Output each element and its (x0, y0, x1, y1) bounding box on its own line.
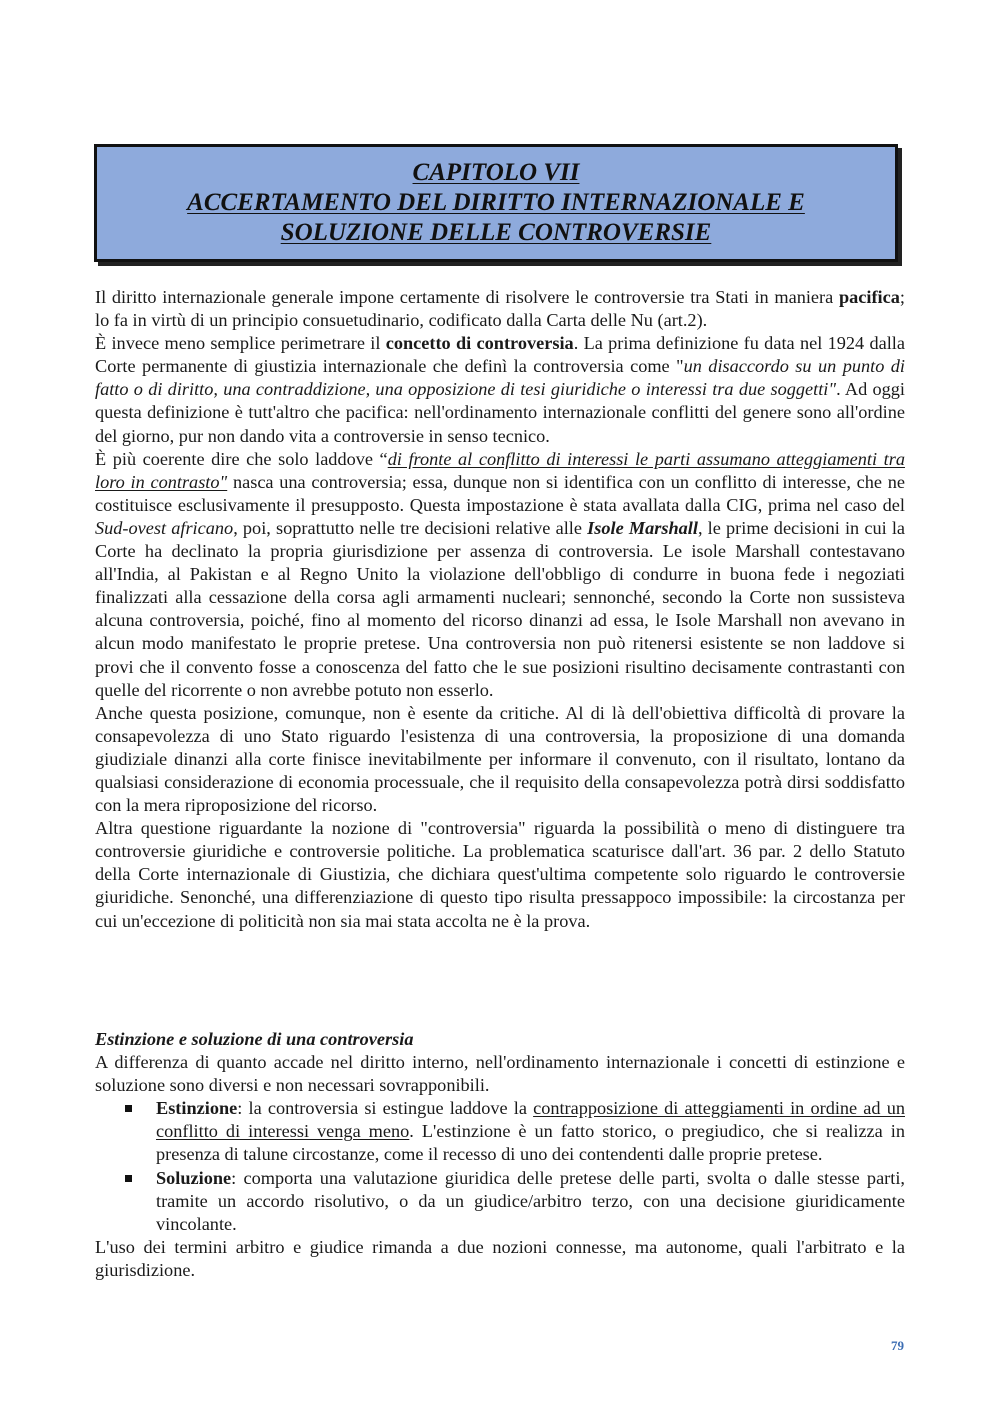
underlined-text: contrapposizione di atteggiamenti in ordine ad un conflitto di interessi venga meno (156, 1098, 905, 1142)
italic-case-name: Sud-ovest africano (95, 517, 234, 538)
paragraph-3 (95, 448, 905, 702)
section-intro: A differenza di quanto accade nel diritto interno, nell'ordinamento internazionale i concetti di estinzione e soluzione sono diversi e non necessari sovrapponibili. (95, 1052, 905, 1096)
bullet-term: Estinzione (156, 1098, 238, 1119)
main-text (95, 286, 905, 933)
text-span: È più coerente dire che solo laddove “ (95, 448, 388, 469)
bold-term-concetto: concetto di controversia (385, 333, 574, 354)
bullet-item-estinzione (156, 1097, 905, 1166)
chapter-title-line-1: ACCERTAMENTO DEL DIRITTO INTERNAZIONALE E (187, 189, 805, 216)
paragraph-4: Anche questa posizione, comunque, non è esente da critiche. Al di là dell'obiettiva difficoltà di provare la consapevolezza di uno Stato riguardo l'esistenza di una controversia, la proposizione di una domanda giudiziale dinanzi alla corte finisce inevitabilmente per informare il convenuto, con il risultato, lontano da qualsiasi considerazione di economia processuale, che il requisito della consapevolezza potrà dirsi soddisfatto con la mera riproposizione del ricorso. (95, 702, 905, 816)
text-span: nasca una controversia; essa, dunque non si identifica con un conflitto di interesse, che ne costituisce esclusivamente il presupposto. Questa impostazione è stata avallata dalla CIG, prima nel caso del (95, 471, 905, 515)
bold-italic-isole-marshall: Isole Marshall (587, 517, 698, 538)
italic-quote-definition: un disaccordo su un punto di fatto o di diritto, una contraddizione, una opposizione di tesi giuridiche o interessi tra due soggetti" (95, 356, 906, 400)
bullet-item-soluzione (156, 1167, 905, 1236)
section-title: Estinzione e soluzione di una controversia (95, 1029, 414, 1049)
text-span: , le prime decisioni in cui la Corte ha declinato la propria giurisdizione per assenza di controversia. Le isole Marshall contestavano all'India, al Pakistan e al Regno Unito la violazione dell'obbligo di condurre in buona fede i negoziati finalizzati alla cessazione della corsa agli armamenti nucleari; sennonché, secondo la Corte non sussisteva alcuna controversia, poiché, fino al momento del ricorso dinanzi ad essa, le Isole Marshall non avevano in alcun modo manifestato le proprie pretese. Una controversia non può ritenersi esistente se non laddove si provi che il convento fosse a conoscenza del fatto che le sue posizioni risultino decisamente contrastanti con quelle del ricorrente o non avrebbe potuto non esserlo. (95, 517, 906, 700)
underlined-quote: di fronte al conflitto di interessi le parti assumano atteggiamenti tra loro in contrasto" (95, 448, 905, 492)
square-bullet-icon (125, 1105, 132, 1112)
text-span: ; lo fa in virtù di un principio consuetudinario, codificato dalla Carta delle Nu (art.2). (95, 287, 905, 331)
chapter-number: CAPITOLO VII (412, 159, 580, 186)
chapter-title-box (94, 144, 898, 262)
chapter-title-line-2: SOLUZIONE DELLE CONTROVERSIE (280, 219, 712, 246)
square-bullet-icon (125, 1175, 132, 1182)
text-span: È invece meno semplice perimetrare il (95, 333, 386, 354)
section-estinzione (95, 1028, 905, 1282)
text-span: Il diritto internazionale generale impone certamente di risolvere le controversie tra Stati in maniera (95, 287, 839, 307)
bold-term-pacifica: pacifica (838, 287, 900, 307)
text-span: : la controversia si estingue laddove la (237, 1098, 534, 1119)
bullet-list (95, 1097, 905, 1236)
paragraph-2 (95, 332, 905, 447)
paragraph-1 (95, 286, 905, 332)
bullet-term: Soluzione (156, 1167, 232, 1188)
text-span: . La prima definizione fu data nel 1924 dalla Corte permanente di giustizia internazionale che definì la controversia come " (95, 333, 905, 377)
text-span: , poi, soprattutto nelle tre decisioni relative alle (233, 517, 588, 538)
text-span: . L'estinzione è un fatto storico, o pregiudico, che si realizza in presenza di talune circostanze, come il recesso di uno dei contendenti dalle proprie pretese. (156, 1121, 905, 1165)
text-span: . Ad oggi questa definizione è tutt'altro che pacifica: nell'ordinamento internazionale conflitti del genere sono all'ordine del giorno, pur non dando vita a controversie in senso tecnico. (95, 379, 906, 446)
text-span: : comporta una valutazione giuridica delle pretese delle parti, svolta o dalle stesse parti, tramite un accordo risolutivo, o da un giudice/arbitro terzo, con una decisione giuridicamente vincolante. (156, 1167, 905, 1234)
page-number: 79 (891, 1338, 904, 1353)
paragraph-5: Altra questione riguardante la nozione di "controversia" riguarda la possibilità o meno di distinguere tra controversie giuridiche e controversie politiche. La problematica scaturisce dall'art. 36 par. 2 dello Statuto della Corte internazionale di Giustizia, che dichiara quest'ultima competente solo riguardo le controversie giuridiche. Senonché, una differenziazione di questo tipo risulta pressappoco impossibile: la circostanza per cui un'eccezione di politicità non sia mai stata accolta ne è la prova. (95, 818, 905, 931)
closing-paragraph: L'uso dei termini arbitro e giudice rimanda a due nozioni connesse, ma autonome, quali l'arbitrato e la giurisdizione. (95, 1236, 905, 1280)
